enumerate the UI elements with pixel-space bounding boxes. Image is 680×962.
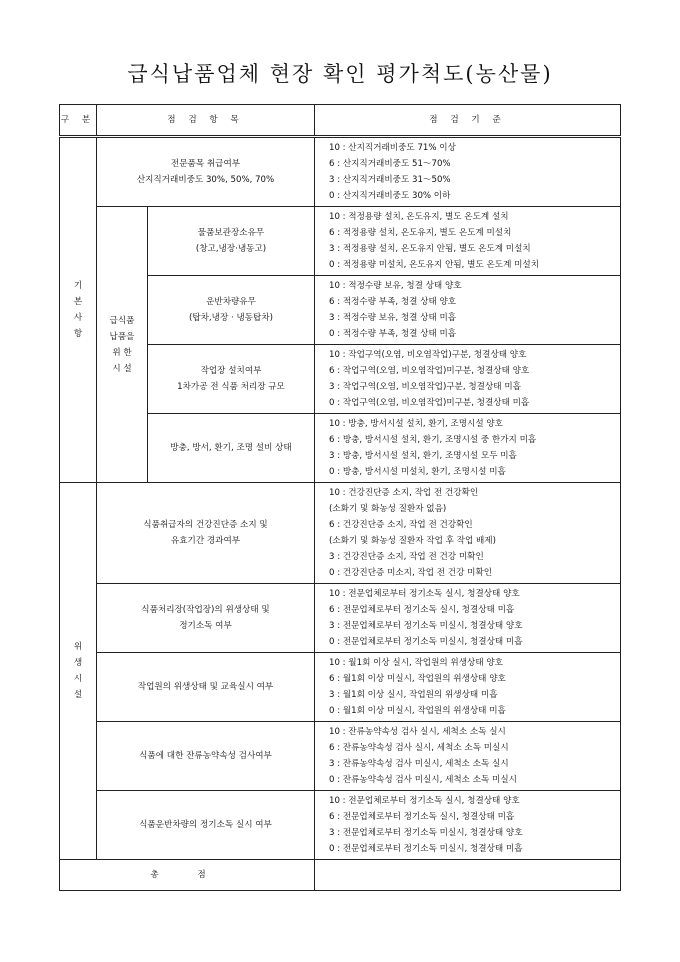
criteria-cell bbox=[315, 483, 621, 584]
criteria-cell bbox=[315, 276, 621, 345]
criteria-line: 0 : 방충, 방서시설 미설치, 환기, 조명시설 미흡 bbox=[329, 467, 506, 477]
criteria-line: 10 : 적정용량 설치, 온도유지, 별도 온도계 설치 bbox=[329, 212, 509, 222]
criteria-line: 0 : 적정수량 부족, 청결 상태 미흡 bbox=[329, 329, 457, 339]
criteria-line: 0 : 작업구역(오염, 비오염작업)미구분, 청결상태 미흡 bbox=[329, 398, 530, 408]
criteria-line: 6 : 적정수량 부족, 청결 상태 양호 bbox=[329, 297, 457, 307]
criteria-line: 3 : 건강진단증 소지, 작업 전 건강 미확인 bbox=[329, 552, 484, 562]
criteria-cell bbox=[315, 345, 621, 414]
criteria-line: 10 : 잔류농약속성 검사 실시, 세척소 소독 실시 bbox=[329, 727, 506, 737]
criteria-line: (소화기 및 화농성 질환자 없음) bbox=[329, 504, 447, 514]
criteria-cell bbox=[315, 137, 621, 207]
criteria-cell bbox=[315, 653, 621, 722]
item-cell: 식품처리장(작업장)의 위생상태 및 정기소독 여부 bbox=[97, 584, 315, 653]
facility-group-label: 급식품 납품을 위 한 시 설 bbox=[97, 207, 148, 483]
criteria-line: 3 : 적정수량 보유, 청결 상태 미흡 bbox=[329, 313, 457, 323]
criteria-line: 6 : 방충, 방서시설 설치, 환기, 조명시설 중 한가지 미흡 bbox=[329, 435, 537, 445]
criteria-line: 6 : 작업구역(오염, 비오염작업)미구분, 청결상태 양호 bbox=[329, 366, 530, 376]
criteria-line: 0 : 전문업체로부터 정기소독 미실시, 청결상태 미흡 bbox=[329, 637, 523, 647]
item-cell: 식품에 대한 잔류농약속성 검사여부 bbox=[97, 722, 315, 791]
criteria-line: 10 : 건강진단증 소지, 작업 전 건강확인 bbox=[329, 488, 479, 498]
criteria-line: 3 : 월1회 이상 실시, 작업원의 위생상태 미흡 bbox=[329, 690, 498, 700]
item-cell: 물품보관장소유무 (창고,냉장·냉동고) bbox=[148, 207, 315, 276]
item-cell: 방충, 방서, 환기, 조명 설비 상태 bbox=[148, 414, 315, 483]
item-cell: 운반차량유무 (탑차,냉장 · 냉동탑차) bbox=[148, 276, 315, 345]
criteria-line: 6 : 전문업체로부터 정기소독 실시, 청결상태 미흡 bbox=[329, 812, 515, 822]
criteria-line: (소화기 및 화농성 질환자 작업 후 작업 배제) bbox=[329, 536, 496, 546]
criteria-line: 10 : 월1회 이상 실시, 작업원의 위생상태 양호 bbox=[329, 658, 503, 668]
category-hygiene: 위 생 시 설 bbox=[60, 483, 97, 860]
criteria-line: 10 : 방충, 방서시설 설치, 환기, 조명시설 양호 bbox=[329, 419, 503, 429]
evaluation-table bbox=[59, 104, 621, 891]
criteria-line: 0 : 월1회 이상 미실시, 작업원의 위생상태 미흡 bbox=[329, 706, 506, 716]
item-cell: 식품운반차량의 정기소독 실시 여부 bbox=[97, 791, 315, 860]
header-category: 구 분 bbox=[60, 105, 97, 137]
criteria-line: 3 : 산지직거래비중도 31～50% bbox=[329, 175, 451, 185]
criteria-line: 6 : 전문업체로부터 정기소독 실시, 청결상태 미흡 bbox=[329, 605, 515, 615]
criteria-line: 0 : 건강진단증 미소지, 작업 전 건강 미확인 bbox=[329, 568, 493, 578]
criteria-cell bbox=[315, 207, 621, 276]
header-items: 점 검 항 목 bbox=[97, 105, 315, 137]
criteria-cell bbox=[315, 414, 621, 483]
total-label: 총 점 bbox=[60, 860, 315, 891]
item-cell: 식품취급자의 건강진단증 소지 및 유효기간 경과여부 bbox=[97, 483, 315, 584]
item-cell: 전문품목 취급여부 산지직거래비중도 30%, 50%, 70% bbox=[97, 137, 315, 207]
header-criteria: 점 검 기 준 bbox=[315, 105, 621, 137]
criteria-line: 6 : 월1회 이상 미실시, 작업원의 위생상태 양호 bbox=[329, 674, 506, 684]
category-basic: 기 본 사 항 bbox=[60, 137, 97, 483]
criteria-line: 3 : 방충, 방서시설 설치, 환기, 조명시설 모두 미흡 bbox=[329, 451, 517, 461]
item-cell: 작업원의 위생상태 및 교육실시 여부 bbox=[97, 653, 315, 722]
criteria-line: 6 : 산지직거래비중도 51～70% bbox=[329, 159, 451, 169]
criteria-line: 10 : 적정수량 보유, 청결 상태 양호 bbox=[329, 281, 462, 291]
total-score-cell[interactable] bbox=[315, 860, 621, 891]
criteria-line: 3 : 작업구역(오염, 비오염작업)구분, 청결상태 미흡 bbox=[329, 382, 521, 392]
criteria-cell bbox=[315, 584, 621, 653]
criteria-line: 10 : 작업구역(오염, 비오염작업)구분, 청결상태 양호 bbox=[329, 350, 527, 360]
criteria-line: 3 : 전문업체로부터 정기소독 미실시, 청결상태 양호 bbox=[329, 621, 523, 631]
criteria-line: 3 : 적정용량 설치, 온도유지 안됨, 별도 온도계 미설치 bbox=[329, 244, 531, 254]
criteria-line: 0 : 적정용량 미설치, 온도유지 안됨, 별도 온도계 미설치 bbox=[329, 260, 540, 270]
criteria-line: 6 : 잔류농약속성 검사 실시, 세척소 소독 미실시 bbox=[329, 743, 509, 753]
criteria-line: 10 : 전문업체로부터 정기소독 실시, 청결상태 양호 bbox=[329, 589, 520, 599]
criteria-line: 0 : 산지직거래비중도 30% 이하 bbox=[329, 191, 451, 201]
criteria-line: 6 : 적정용량 설치, 온도유지, 별도 온도계 미설치 bbox=[329, 228, 512, 238]
page-title: 급식납품업체 현장 확인 평가척도(농산물) bbox=[127, 62, 553, 86]
criteria-line: 3 : 잔류농약속성 검사 미실시, 세척소 소독 실시 bbox=[329, 759, 509, 769]
criteria-line: 10 : 산지직거래비중도 71% 이상 bbox=[329, 143, 456, 153]
criteria-cell bbox=[315, 791, 621, 860]
criteria-line: 10 : 전문업체로부터 정기소독 실시, 청결상태 양호 bbox=[329, 796, 520, 806]
item-cell: 작업장 설치여부 1차가공 전 식품 처리장 규모 bbox=[148, 345, 315, 414]
criteria-line: 0 : 잔류농약속성 검사 미실시, 세척소 소독 미실시 bbox=[329, 775, 517, 785]
criteria-line: 0 : 전문업체로부터 정기소독 미실시, 청결상태 미흡 bbox=[329, 844, 523, 854]
criteria-line: 6 : 건강진단증 소지, 작업 전 건강확인 bbox=[329, 520, 473, 530]
criteria-line: 3 : 전문업체로부터 정기소독 미실시, 청결상태 양호 bbox=[329, 828, 523, 838]
criteria-cell bbox=[315, 722, 621, 791]
